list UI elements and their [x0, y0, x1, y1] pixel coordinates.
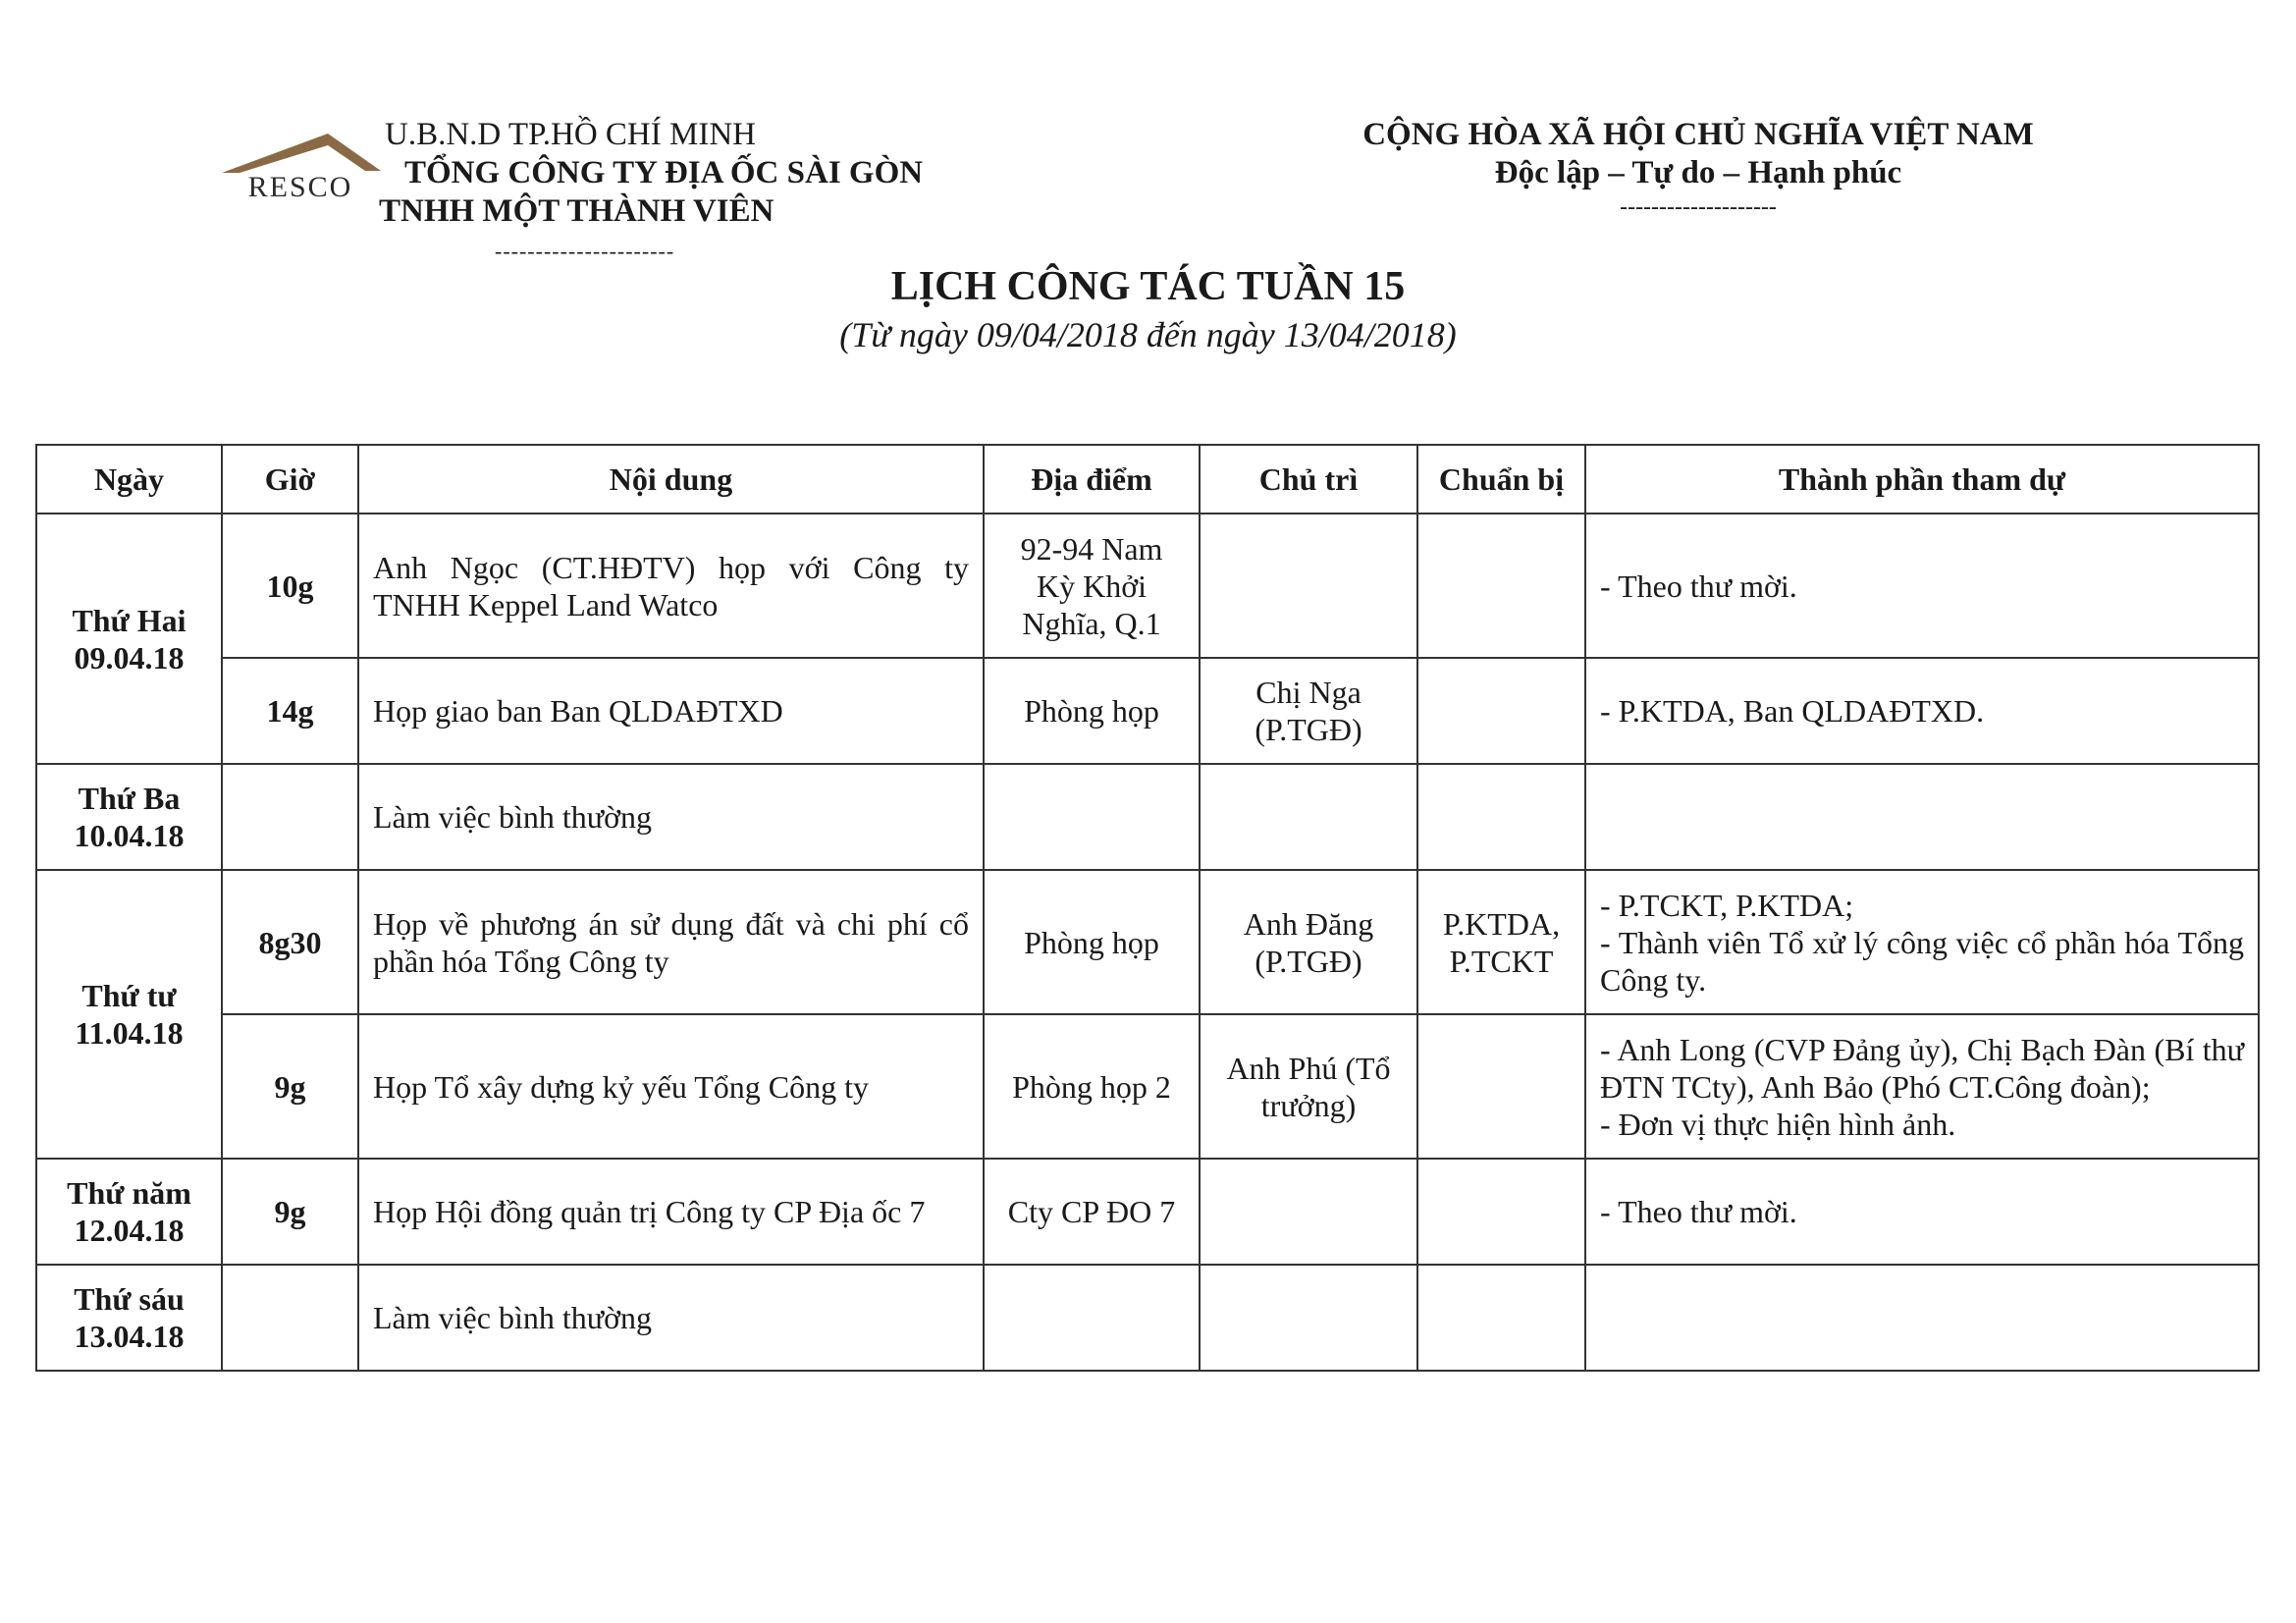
header-location: Địa điểm	[984, 445, 1200, 514]
table-row	[36, 1014, 2259, 1159]
header-host: Chủ trì	[1200, 445, 1417, 514]
resco-logo	[218, 132, 383, 203]
content-cell: Họp Hội đồng quản trị Công ty CP Địa ốc 7	[358, 1159, 984, 1265]
header-time: Giờ	[222, 445, 358, 514]
time-cell: 8g30	[222, 870, 358, 1014]
table-row	[36, 764, 2259, 870]
header-day: Ngày	[36, 445, 222, 514]
content-cell: Họp giao ban Ban QLDAĐTXD	[358, 658, 984, 764]
table-row	[36, 1159, 2259, 1265]
org-line-3: TNHH MỘT THÀNH VIÊN	[379, 193, 774, 229]
nation-motto: Độc lập – Tự do – Hạnh phúc	[1494, 155, 1902, 190]
table-row	[36, 658, 2259, 764]
host-cell	[1200, 764, 1417, 870]
table-row	[36, 514, 2259, 658]
org-line-1: U.B.N.D TP.HỒ CHÍ MINH	[385, 117, 757, 152]
location-cell: Cty CP ĐO 7	[984, 1159, 1200, 1265]
roof-icon	[218, 132, 383, 175]
host-cell: Anh Đăng (P.TGĐ)	[1200, 870, 1417, 1014]
time-cell	[222, 1265, 358, 1371]
host-cell: Chị Nga (P.TGĐ)	[1200, 658, 1417, 764]
header-content: Nội dung	[358, 445, 984, 514]
logo-text: RESCO	[247, 171, 353, 203]
attendees-cell: - Anh Long (CVP Đảng ủy), Chị Bạch Đàn (Bí thư ĐTN TCty), Anh Bảo (Phó CT.Công đoàn); - Đơn vị thực hiện hình ảnh.	[1585, 1014, 2259, 1159]
attendees-cell: - P.KTDA, Ban QLDAĐTXD.	[1585, 658, 2259, 764]
header-preparation: Chuẩn bị	[1417, 445, 1585, 514]
time-cell	[222, 764, 358, 870]
content-cell: Họp về phương án sử dụng đất và chi phí cổ phần hóa Tổng Công ty	[358, 870, 984, 1014]
table-row	[36, 870, 2259, 1014]
table-row	[36, 1265, 2259, 1371]
org-line-2: TỔNG CÔNG TY ĐỊA ỐC SÀI GÒN	[404, 155, 924, 190]
location-cell: Phòng họp	[984, 658, 1200, 764]
content-cell: Anh Ngọc (CT.HĐTV) họp với Công ty TNHH Keppel Land Watco	[358, 514, 984, 658]
location-cell: Phòng họp 2	[984, 1014, 1200, 1159]
attendees-cell	[1585, 1265, 2259, 1371]
location-cell	[984, 1265, 1200, 1371]
schedule-table	[35, 444, 2260, 1372]
content-cell: Làm việc bình thường	[358, 764, 984, 870]
location-cell: Phòng họp	[984, 870, 1200, 1014]
preparation-cell	[1417, 1265, 1585, 1371]
attendees-cell: - P.TCKT, P.KTDA; - Thành viên Tổ xử lý công việc cổ phần hóa Tổng Công ty.	[1585, 870, 2259, 1014]
content-cell: Làm việc bình thường	[358, 1265, 984, 1371]
national-motto-block	[1315, 116, 2081, 222]
host-cell	[1200, 514, 1417, 658]
page-subtitle: (Từ ngày 09/04/2018 đến ngày 13/04/2018)	[839, 315, 1457, 354]
location-cell	[984, 764, 1200, 870]
org-divider: ----------------------	[495, 239, 675, 263]
day-cell: Thứ sáu 13.04.18	[36, 1265, 222, 1371]
organization-block	[379, 116, 924, 263]
day-cell: Thứ Hai 09.04.18	[36, 514, 222, 764]
nation-divider: --------------------	[1620, 194, 1777, 220]
preparation-cell	[1417, 1159, 1585, 1265]
preparation-cell	[1417, 764, 1585, 870]
preparation-cell	[1417, 1014, 1585, 1159]
host-cell	[1200, 1159, 1417, 1265]
time-cell: 10g	[222, 514, 358, 658]
preparation-cell	[1417, 658, 1585, 764]
attendees-cell	[1585, 764, 2259, 870]
preparation-cell	[1417, 514, 1585, 658]
content-cell: Họp Tổ xây dựng kỷ yếu Tổng Công ty	[358, 1014, 984, 1159]
time-cell: 9g	[222, 1159, 358, 1265]
day-cell: Thứ tư 11.04.18	[36, 870, 222, 1159]
host-cell: Anh Phú (Tổ trưởng)	[1200, 1014, 1417, 1159]
host-cell	[1200, 1265, 1417, 1371]
header-attendees: Thành phần tham dự	[1585, 445, 2259, 514]
location-cell: 92-94 Nam Kỳ Khởi Nghĩa, Q.1	[984, 514, 1200, 658]
time-cell: 14g	[222, 658, 358, 764]
attendees-cell: - Theo thư mời.	[1585, 514, 2259, 658]
table-header-row	[36, 445, 2259, 514]
page-title: LỊCH CÔNG TÁC TUẦN 15	[890, 264, 1406, 309]
day-cell: Thứ năm 12.04.18	[36, 1159, 222, 1265]
day-cell: Thứ Ba 10.04.18	[36, 764, 222, 870]
attendees-cell: - Theo thư mời.	[1585, 1159, 2259, 1265]
time-cell: 9g	[222, 1014, 358, 1159]
preparation-cell: P.KTDA, P.TCKT	[1417, 870, 1585, 1014]
nation-name: CỘNG HÒA XÃ HỘI CHỦ NGHĨA VIỆT NAM	[1362, 117, 2034, 152]
